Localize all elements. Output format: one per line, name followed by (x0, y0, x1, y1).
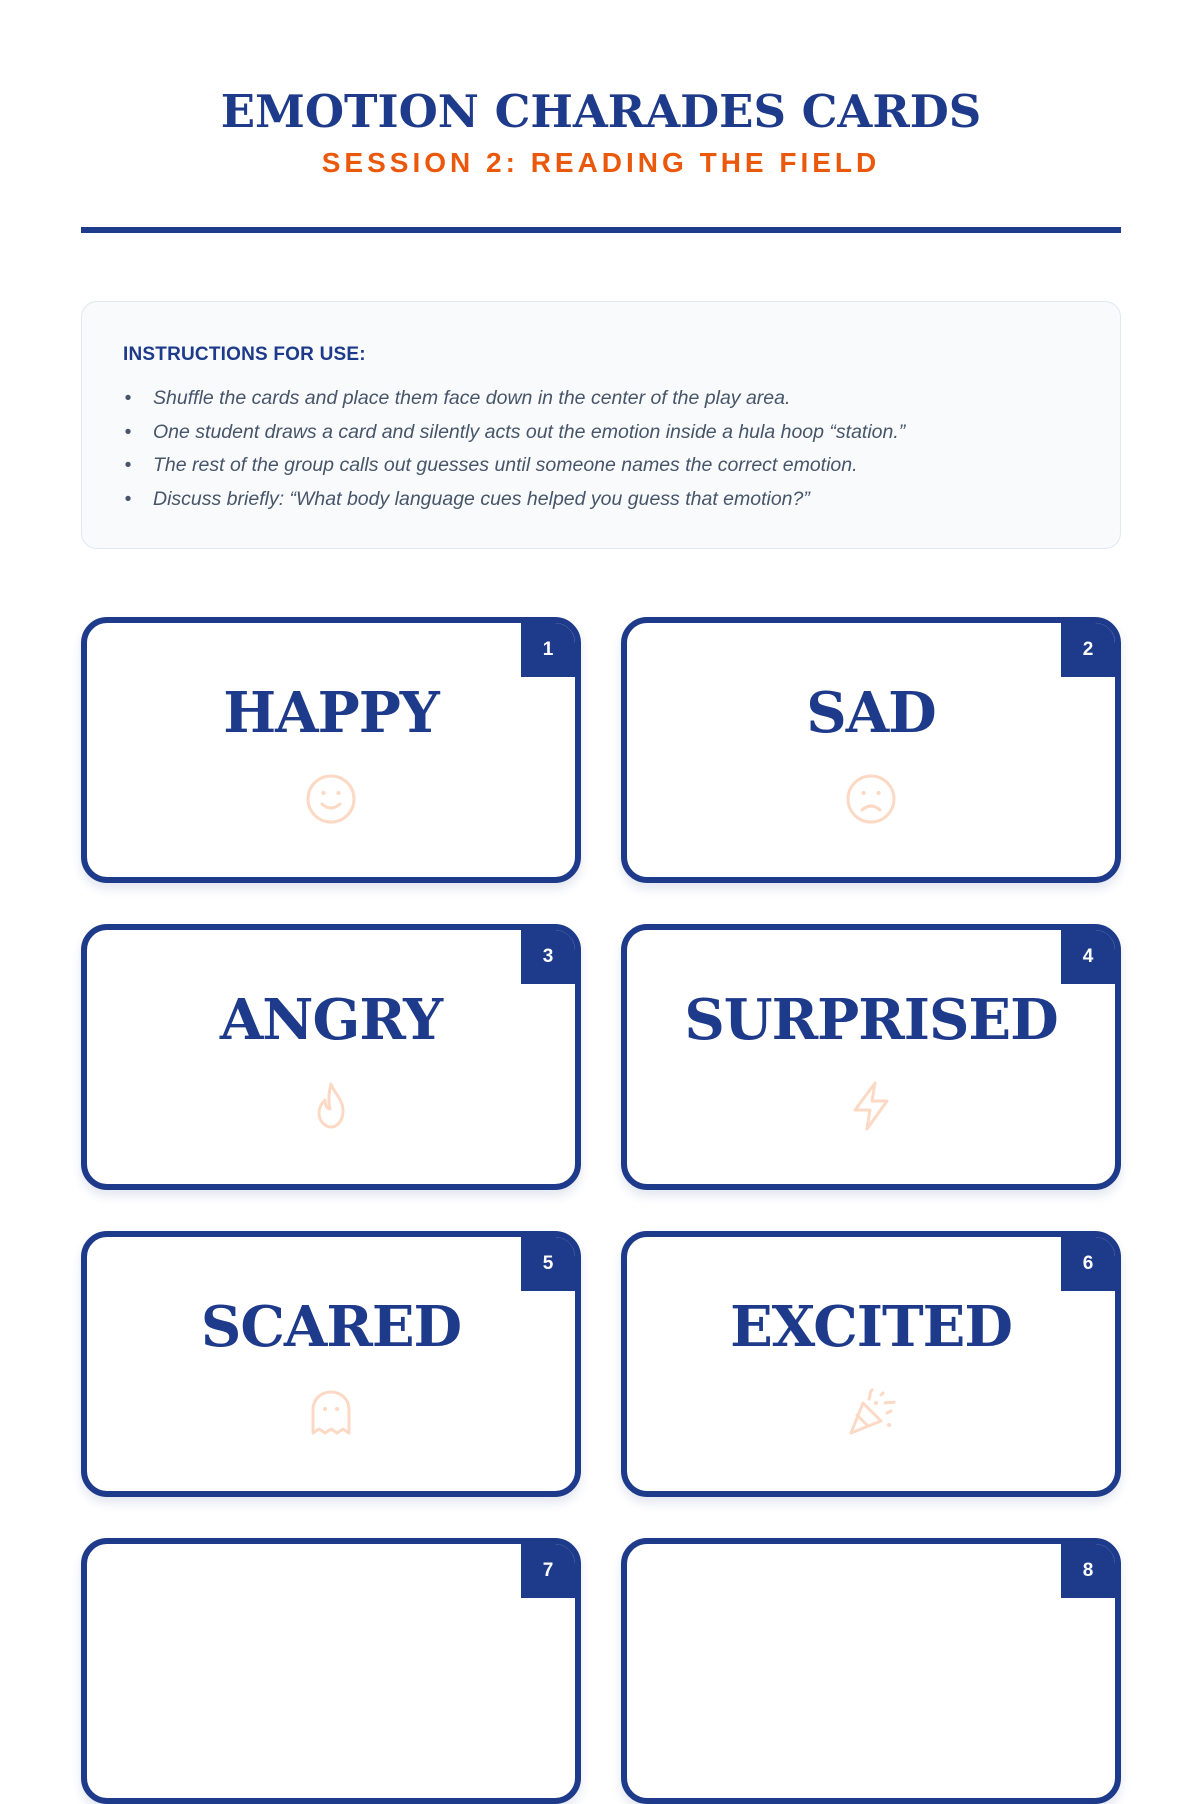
page-subtitle: SESSION 2: READING THE FIELD (321, 147, 881, 178)
card-emotion: SAD (806, 680, 936, 746)
page-title: EMOTION CHARADES CARDS (220, 85, 982, 138)
bullet-icon: • (124, 420, 132, 443)
card-number-badge: 2 (1061, 623, 1115, 677)
emotion-card-happy (81, 617, 581, 883)
emotion-card-7 (81, 1538, 581, 1804)
card-emotion: SCARED (200, 1294, 462, 1360)
instruction-item (123, 483, 905, 517)
card-number-badge: 6 (1061, 1237, 1115, 1291)
bullet-icon: • (124, 387, 132, 409)
flame-icon (303, 1078, 359, 1134)
card-emotion: EXCITED (730, 1294, 1012, 1360)
emotion-card-surprised (621, 924, 1121, 1190)
instruction-item (123, 416, 905, 450)
frown-icon (843, 771, 899, 827)
ghost-icon (303, 1385, 359, 1441)
card-emotion: SURPRISED (684, 987, 1058, 1053)
card-number-badge: 1 (521, 623, 575, 677)
emotion-card-scared (81, 1231, 581, 1497)
title-divider (81, 227, 1121, 233)
emotion-card-sad (621, 617, 1121, 883)
instruction-text: Discuss briefly: “What body language cues helped you guess that emotion?” (153, 487, 810, 510)
card-number-badge: 3 (521, 930, 575, 984)
card-emotion: HAPPY (223, 680, 439, 746)
card-number-badge: 8 (1061, 1544, 1115, 1598)
instructions-list (123, 382, 905, 516)
party-popper-icon (843, 1385, 899, 1441)
card-number-badge: 7 (521, 1544, 575, 1598)
card-emotion: ANGRY (219, 987, 443, 1053)
instructions-heading: INSTRUCTIONS FOR USE: (123, 344, 366, 365)
emotion-card-angry (81, 924, 581, 1190)
instruction-text: Shuffle the cards and place them face down in the center of the play area. (153, 387, 791, 409)
instruction-text: The rest of the group calls out guesses until someone names the correct emotion. (153, 454, 858, 476)
instruction-text: One student draws a card and silently acts out the emotion inside a hula hoop “station.” (153, 420, 906, 443)
bullet-icon: • (124, 454, 132, 476)
emotion-card-8 (621, 1538, 1121, 1804)
instruction-item (123, 449, 905, 483)
bullet-icon: • (124, 487, 132, 510)
lightning-icon (843, 1078, 899, 1134)
card-number-badge: 4 (1061, 930, 1115, 984)
instructions-panel (81, 301, 1121, 549)
instruction-item (123, 382, 905, 416)
card-number-badge: 5 (521, 1237, 575, 1291)
smile-icon (303, 771, 359, 827)
emotion-card-excited (621, 1231, 1121, 1497)
